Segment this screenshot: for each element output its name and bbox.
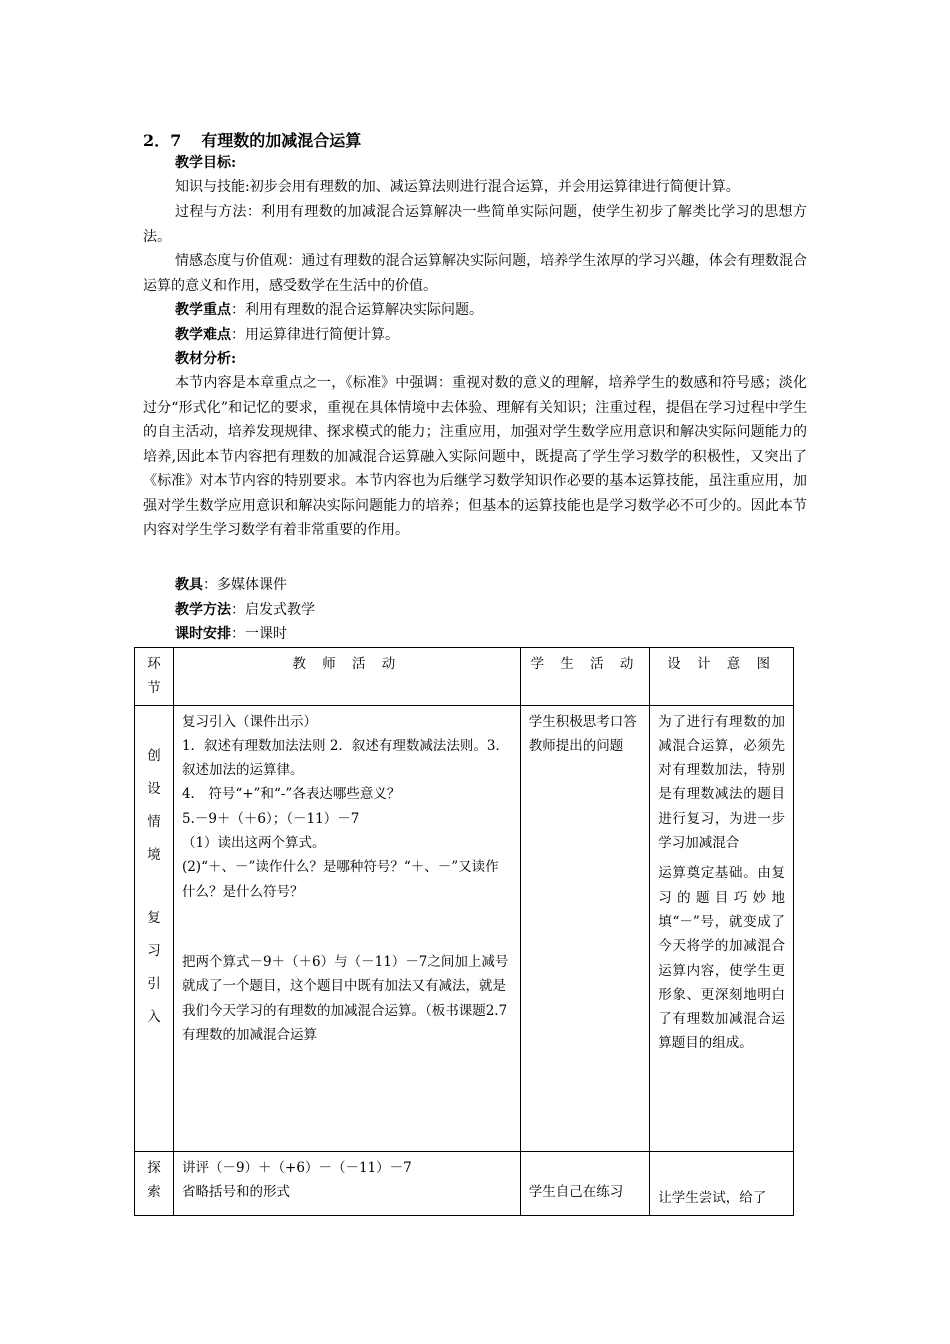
teacher-line: 讲评（－9）＋（+6）－（－11）－7	[181, 1159, 412, 1176]
focus-text: ：利用有理数的混合运算解决实际问题。	[231, 302, 483, 318]
emotion-goal: 情感态度与价值观：通过有理数的混合运算解决实际问题，培养学生浓厚的学习兴趣，体会有理数混合运算的意义和作用，感受数学在生活中的价值。	[143, 253, 807, 294]
stage-char: 境	[147, 846, 161, 863]
lesson-title	[143, 128, 361, 151]
schedule-label: 课时安排	[175, 626, 231, 642]
intent-paragraph: 为了进行有理数的加减混合运算，必须先对有理数加法，特别是有理数减法的题目进行复习，为进一步学习加减混合	[658, 713, 785, 852]
header-teacher: 教 师 活 动	[173, 648, 520, 706]
header-intent: 设 计 意 图	[650, 648, 794, 706]
teacher-activity-cell	[173, 1151, 520, 1215]
stage-char: 引	[147, 975, 161, 992]
knowledge-goal: 知识与技能:初步会用有理数的加、减运算法则进行混合运算，并会用运算律进行简便计算。	[175, 179, 740, 195]
teacher-line: 把两个算式－9＋（＋6）与（－11）－7之间加上减号就成了一个题目，这个题目中既有加法又有减法，就是我们今天学习的有理数的加减混合运算。（板书课题2.7有理数的加减混合运算	[181, 953, 509, 1043]
focus-label: 教学重点	[175, 302, 231, 318]
class-schedule	[143, 622, 807, 647]
student-activity-cell: 学生自己在练习	[520, 1151, 650, 1215]
stage-char: 入	[147, 1008, 161, 1025]
header-stage: 环节	[135, 648, 174, 706]
teacher-line: 1．叙述有理数加法法则 2．叙述有理数减法法则。3．叙述加法的运算律。	[181, 737, 510, 779]
teacher-line: 4． 符号“+”和“-”各表达哪些意义？	[181, 786, 401, 803]
tools-text: ：多媒体课件	[203, 577, 287, 593]
table-row	[135, 1151, 794, 1215]
difficulty-label: 教学难点	[175, 327, 231, 343]
goals-heading: 教学目标:	[175, 155, 237, 171]
stage-char: 习	[147, 942, 161, 959]
difficulty-text: ：用运算律进行简便计算。	[231, 327, 399, 343]
header-student: 学 生 活 动	[520, 648, 650, 706]
schedule-text: ：一课时	[231, 626, 287, 642]
stage-review-intro	[135, 705, 174, 1151]
teacher-activity-cell	[173, 705, 520, 1151]
teacher-line: 复习引入（课件出示）	[181, 713, 317, 730]
design-intent-cell: 让学生尝试，给了	[650, 1151, 794, 1215]
table-header-row	[135, 648, 794, 706]
section-number: 2．7	[143, 131, 182, 150]
stage-char: 设	[147, 780, 161, 797]
lesson-plan-table	[134, 647, 794, 1216]
teaching-method	[143, 598, 807, 623]
stage-char: 复	[147, 909, 161, 926]
student-activity-cell: 学生积极思考口答教师提出的问题	[520, 705, 650, 1151]
table-row	[135, 705, 794, 1151]
stage-char: 创	[147, 747, 161, 764]
process-goal: 过程与方法：利用有理数的加减混合运算解决一些简单实际问题，使学生初步了解类比学习的思想方法。	[143, 204, 807, 245]
method-label: 教学方法	[175, 602, 231, 618]
stage-char: 情	[147, 813, 161, 830]
teacher-line: （1）读出这两个算式。	[181, 835, 326, 852]
analysis-heading: 教材分析:	[175, 351, 237, 367]
design-intent-cell	[650, 705, 794, 1151]
teaching-focus	[143, 298, 807, 323]
analysis-paragraph: 本节内容是本章重点之一，《标准》中强调：重视对数的意义的理解，培养学生的数感和符号感；淡化过分“形式化”和记忆的要求，重视在具体情境中去体验、理解有关知识；注重过程，提倡在学习过程中学生的自主活动，培养发现规律、探求模式的能力；注重应用，加强对学生数学应用意识和解决实际问题能力的培养,因此本节内容把有理数的加减混合运算融入实际问题中，既提高了学生学习数学的积极性，又突出了《标准》对本节内容的特别要求。本节内容也为后继学习数学知识作必要的基本运算技能，虽注重应用，加强对学生数学应用意识和解决实际问题能力的培养；但基本的运算技能也是学习数学必不可少的。因此本节内容对学生学习数学有着非常重要的作用。	[143, 375, 807, 538]
teaching-tools	[143, 573, 807, 598]
teacher-line: (2)“＋、－”读作什么？是哪种符号？“＋、－”又读作什么？是什么符号？	[181, 859, 499, 900]
stage-explore: 探索	[135, 1151, 174, 1215]
teaching-difficulty	[143, 323, 807, 348]
intent-paragraph: 运算奠定基础。由复习的题目巧妙地填“－”号，就变成了今天将学的加减混合运算内容，使学生更形象、更深刻地明白了有理数加减混合运算题目的组成。	[658, 865, 785, 1052]
teacher-line: 省略括号和的形式	[181, 1183, 290, 1200]
method-text: ：启发式教学	[231, 602, 315, 618]
tools-label: 教具	[175, 577, 203, 593]
teacher-line: 5.－9＋（＋6）；（－11）－7	[181, 810, 360, 827]
title-text: 有理数的加减混合运算	[201, 131, 362, 150]
